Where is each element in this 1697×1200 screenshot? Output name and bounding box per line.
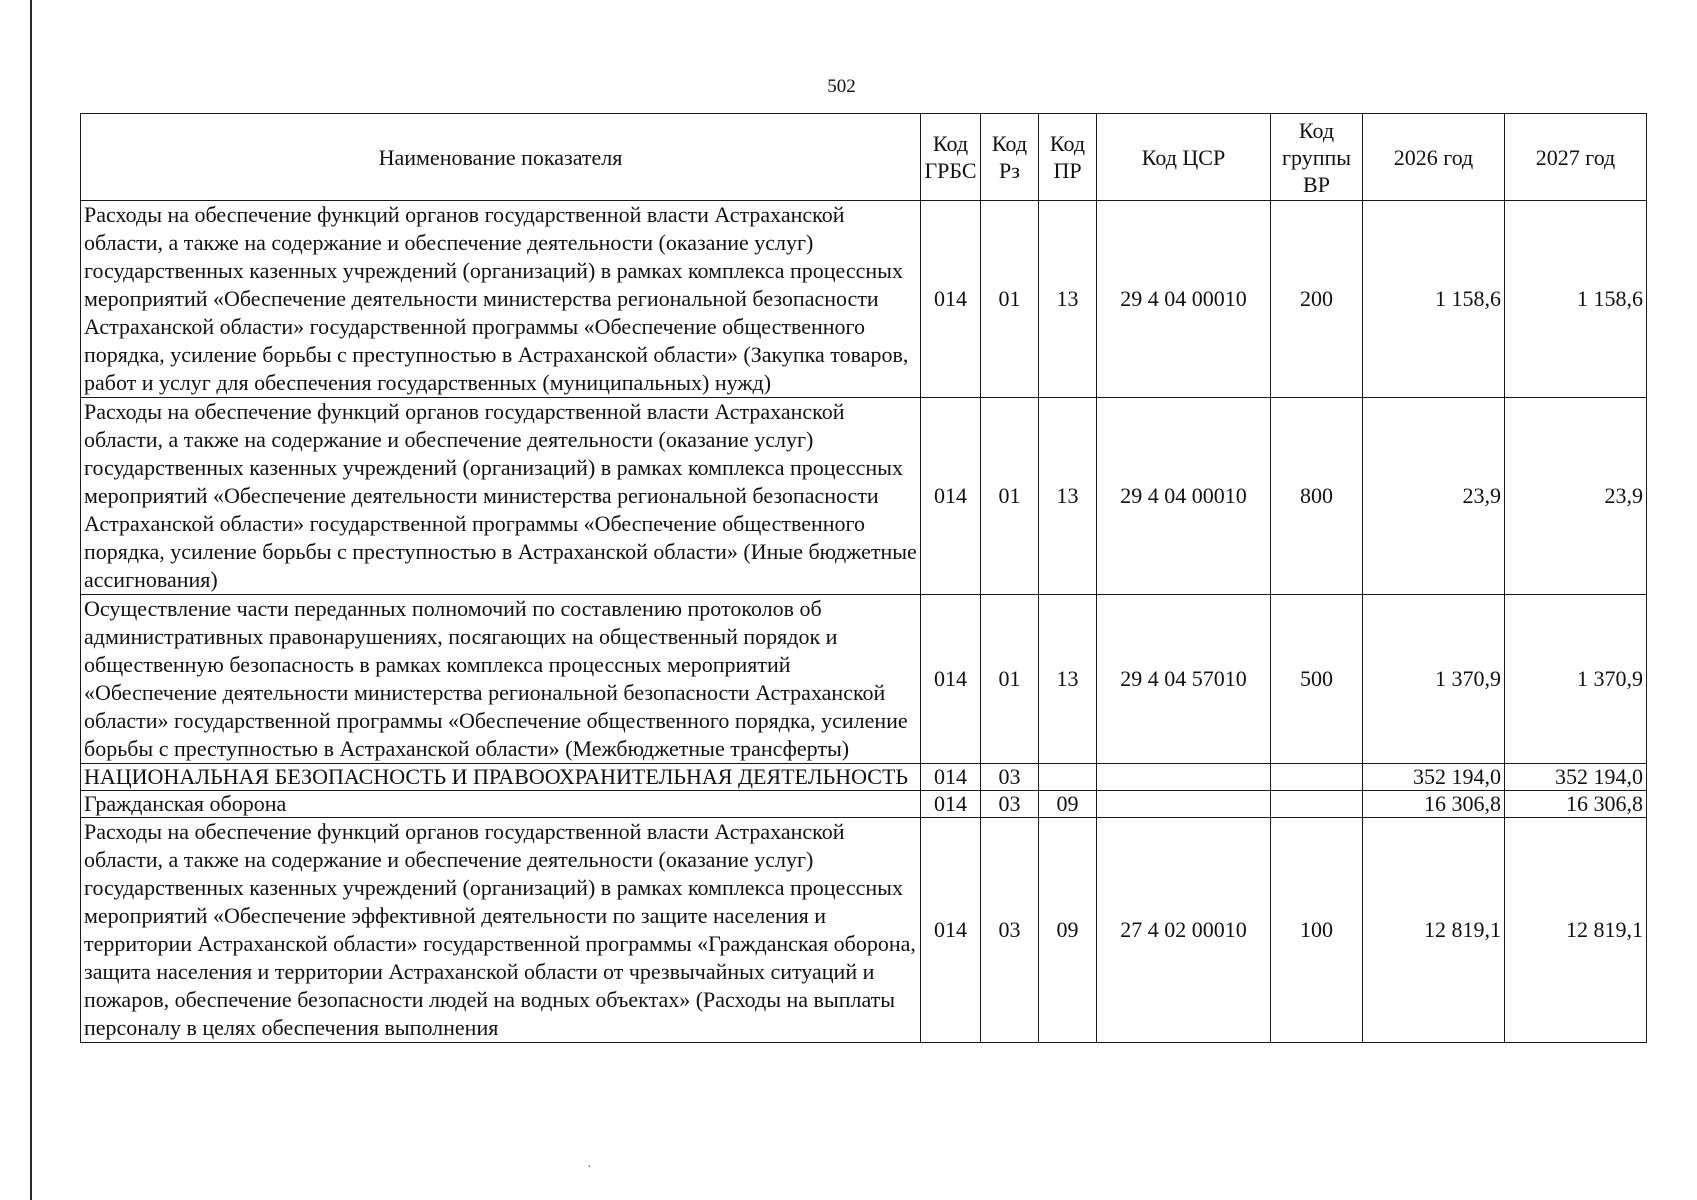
row-pr: 13 xyxy=(1039,398,1097,595)
row-rz: 03 xyxy=(981,764,1039,791)
header-vr: Код группы ВР xyxy=(1271,114,1363,201)
table-row xyxy=(81,201,1647,398)
row-rz: 01 xyxy=(981,201,1039,398)
row-csr: 29 4 04 00010 xyxy=(1097,398,1271,595)
header-grbs: Код ГРБС xyxy=(921,114,981,201)
header-2027: 2027 год xyxy=(1505,114,1647,201)
row-vr: 200 xyxy=(1271,201,1363,398)
page-number: 502 xyxy=(827,76,856,97)
row-grbs: 014 xyxy=(921,398,981,595)
row-grbs: 014 xyxy=(921,764,981,791)
budget-table xyxy=(80,113,1647,1043)
row-grbs: 014 xyxy=(921,818,981,1043)
row-2026: 1 158,6 xyxy=(1363,201,1505,398)
row-csr: 29 4 04 00010 xyxy=(1097,201,1271,398)
row-pr: 13 xyxy=(1039,595,1097,764)
row-grbs: 014 xyxy=(921,595,981,764)
row-name: Гражданская оборона xyxy=(81,791,921,818)
row-pr: 09 xyxy=(1039,818,1097,1043)
row-vr: 800 xyxy=(1271,398,1363,595)
table-row xyxy=(81,595,1647,764)
row-vr xyxy=(1271,764,1363,791)
header-pr: Код ПР xyxy=(1039,114,1097,201)
row-2027: 12 819,1 xyxy=(1505,818,1647,1043)
row-name: Расходы на обеспечение функций органов государственной власти Астраханской области, а также на содержание и обеспечение деятельности (оказание услуг) государственных казенных учреждений (организаций) в рамках комплекса процессных мероприятий «Обеспечение эффективной деятельности по защите населения и территории Астраханской области» государственной программы «Гражданская оборона, защита населения и территории Астраханской области от чрезвычайных ситуаций и пожаров, обеспечение безопасности людей на водных объектах» (Расходы на выплаты персоналу в целях обеспечения выполнения xyxy=(81,818,921,1043)
header-name: Наименование показателя xyxy=(81,114,921,201)
row-name: НАЦИОНАЛЬНАЯ БЕЗОПАСНОСТЬ И ПРАВООХРАНИТЕЛЬНАЯ ДЕЯТЕЛЬНОСТЬ xyxy=(81,764,921,791)
row-2027: 16 306,8 xyxy=(1505,791,1647,818)
row-rz: 03 xyxy=(981,791,1039,818)
row-pr xyxy=(1039,764,1097,791)
table-row xyxy=(81,764,1647,791)
row-name: Расходы на обеспечение функций органов государственной власти Астраханской области, а также на содержание и обеспечение деятельности (оказание услуг) государственных казенных учреждений (организаций) в рамках комплекса процессных мероприятий «Обеспечение деятельности министерства региональной безопасности Астраханской области» государственной программы «Обеспечение общественного порядка, усиление борьбы с преступностью в Астраханской области» (Закупка товаров, работ и услуг для обеспечения государственных (муниципальных) нужд) xyxy=(81,201,921,398)
scan-left-edge xyxy=(30,0,32,1200)
row-grbs: 014 xyxy=(921,201,981,398)
row-rz: 01 xyxy=(981,595,1039,764)
row-csr xyxy=(1097,764,1271,791)
row-2026: 16 306,8 xyxy=(1363,791,1505,818)
table-row xyxy=(81,818,1647,1043)
table-row xyxy=(81,791,1647,818)
row-csr xyxy=(1097,791,1271,818)
row-2027: 1 370,9 xyxy=(1505,595,1647,764)
row-pr: 13 xyxy=(1039,201,1097,398)
row-2026: 23,9 xyxy=(1363,398,1505,595)
table-row xyxy=(81,398,1647,595)
header-2026: 2026 год xyxy=(1363,114,1505,201)
row-2026: 352 194,0 xyxy=(1363,764,1505,791)
row-2027: 352 194,0 xyxy=(1505,764,1647,791)
row-vr: 100 xyxy=(1271,818,1363,1043)
row-grbs: 014 xyxy=(921,791,981,818)
row-vr xyxy=(1271,791,1363,818)
row-csr: 29 4 04 57010 xyxy=(1097,595,1271,764)
row-2026: 12 819,1 xyxy=(1363,818,1505,1043)
row-name: Осуществление части переданных полномочий по составлению протоколов об административных правонарушениях, посягающих на общественный порядок и общественную безопасность в рамках комплекса процессных мероприятий «Обеспечение деятельности министерства региональной безопасности Астраханской области» государственной программы «Обеспечение общественного порядка, усиление борьбы с преступностью в Астраханской области» (Межбюджетные трансферты) xyxy=(81,595,921,764)
row-vr: 500 xyxy=(1271,595,1363,764)
header-csr: Код ЦСР xyxy=(1097,114,1271,201)
row-name: Расходы на обеспечение функций органов государственной власти Астраханской области, а также на содержание и обеспечение деятельности (оказание услуг) государственных казенных учреждений (организаций) в рамках комплекса процессных мероприятий «Обеспечение деятельности министерства региональной безопасности Астраханской области» государственной программы «Обеспечение общественного порядка, усиление борьбы с преступностью в Астраханской области» (Иные бюджетные ассигнования) xyxy=(81,398,921,595)
row-2027: 23,9 xyxy=(1505,398,1647,595)
header-rz: Код Рз xyxy=(981,114,1039,201)
row-rz: 03 xyxy=(981,818,1039,1043)
row-rz: 01 xyxy=(981,398,1039,595)
table-header-row xyxy=(81,114,1647,201)
row-pr: 09 xyxy=(1039,791,1097,818)
row-2027: 1 158,6 xyxy=(1505,201,1647,398)
scan-speck: · xyxy=(587,1160,592,1175)
row-csr: 27 4 02 00010 xyxy=(1097,818,1271,1043)
row-2026: 1 370,9 xyxy=(1363,595,1505,764)
